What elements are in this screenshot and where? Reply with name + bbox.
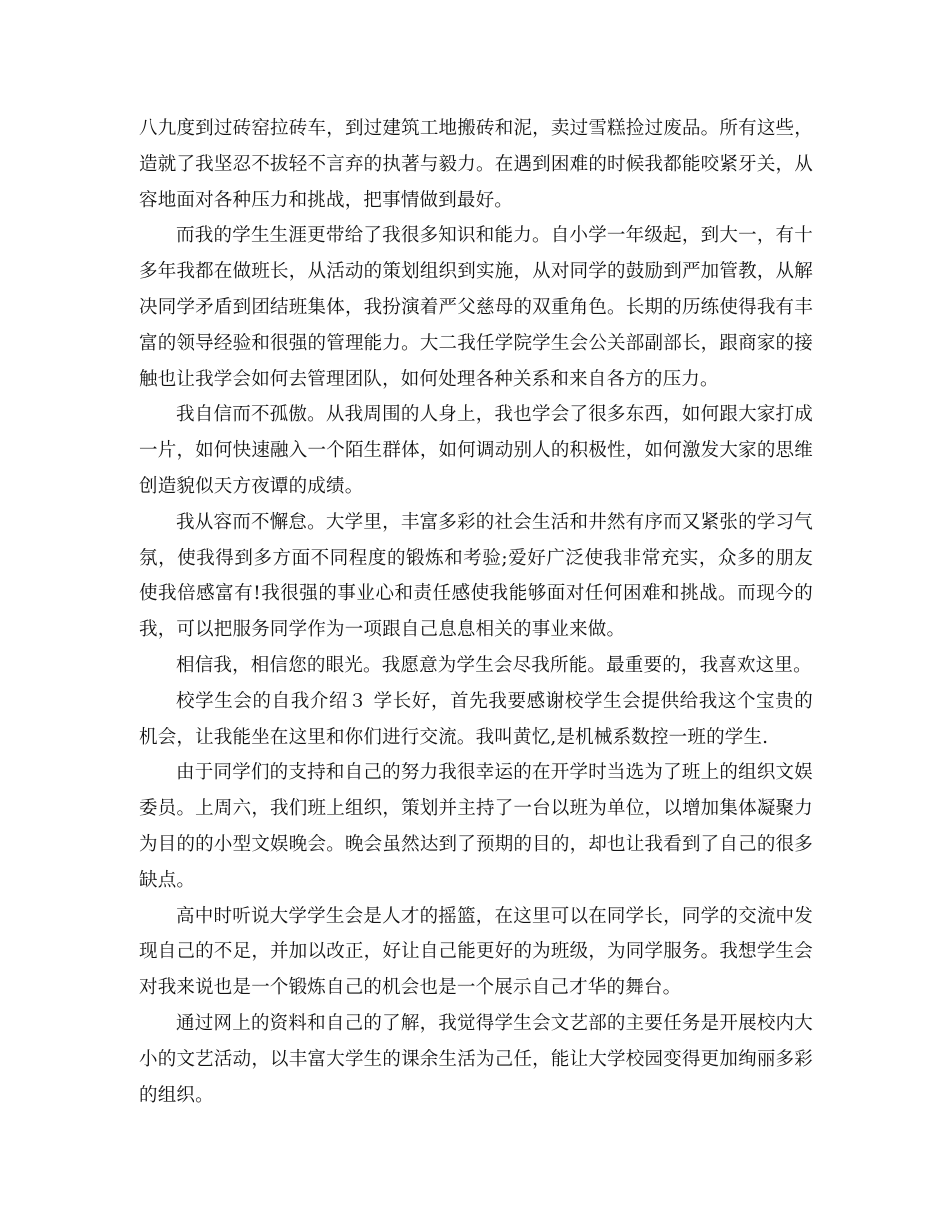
paragraph-3: 我自信而不孤傲。从我周围的人身上，我也学会了很多东西，如何跟大家打成一片，如何快速融入一个陌生群体，如何调动别人的积极性，如何激发大家的思维创造貌似天方夜谭的成绩。 xyxy=(139,404,813,497)
paragraph-2: 而我的学生生涯更带给了我很多知识和能力。自小学一年级起，到大一，有十多年我都在做班长，从活动的策划组织到实施，从对同学的鼓励到严加管教，从解决同学矛盾到团结班集体，我扮演着严父慈母的双重角色。长期的历练使得我有丰富的领导经验和很强的管理能力。大二我任学院学生会公关部副部长，跟商家的接触也让我学会如何去管理团队，如何处理各种关系和来自各方的压力。 xyxy=(139,225,813,390)
paragraph-5: 相信我，相信您的眼光。我愿意为学生会尽我所能。最重要的，我喜欢这里。 xyxy=(176,654,812,676)
paragraph-1: 八九度到过砖窑拉砖车，到过建筑工地搬砖和泥，卖过雪糕捡过废品。所有这些，造就了我坚忍不拔轻不言弃的执著与毅力。在遇到困难的时候我都能咬紧牙关，从容地面对各种压力和挑战，把事情做到最好。 xyxy=(139,118,813,211)
paragraph-6: 校学生会的自我介绍３ 学长好，首先我要感谢校学生会提供给我这个宝贵的机会，让我能坐在这里和你们进行交流。我叫黄忆,是机械系数控一班的学生. xyxy=(139,690,813,748)
paragraph-7: 由于同学们的支持和自己的努力我很幸运的在开学时当选为了班上的组织文娱委员。上周六，我们班上组织，策划并主持了一台以班为单位，以增加集体凝聚力为目的的小型文娱晚会。晚会虽然达到了预期的目的，却也让我看到了自己的很多缺点。 xyxy=(139,762,813,891)
paragraph-8: 高中时听说大学学生会是人才的摇篮，在这里可以在同学长，同学的交流中发现自己的不足，并加以改正，好让自己能更好的为班级，为同学服务。我想学生会对我来说也是一个锻炼自己的机会也是一个展示自己才华的舞台。 xyxy=(139,905,813,999)
paragraph-9: 通过网上的资料和自己的了解，我觉得学生会文艺部的主要任务是开展校内大小的文艺活动，以丰富大学生的课余生活为己任，能让大学校园变得更加绚丽多彩的组织。 xyxy=(139,1012,813,1106)
paragraph-4: 我从容而不懈怠。大学里，丰富多彩的社会生活和井然有序而又紧张的学习气氛，使我得到多方面不同程度的锻炼和考验;爱好广泛使我非常充实，众多的朋友使我倍感富有!我很强的事业心和责任感使我能够面对任何困难和挑战。而现今的我，可以把服务同学作为一项跟自己息息相关的事业来做。 xyxy=(139,511,813,641)
document-body xyxy=(139,111,813,1113)
